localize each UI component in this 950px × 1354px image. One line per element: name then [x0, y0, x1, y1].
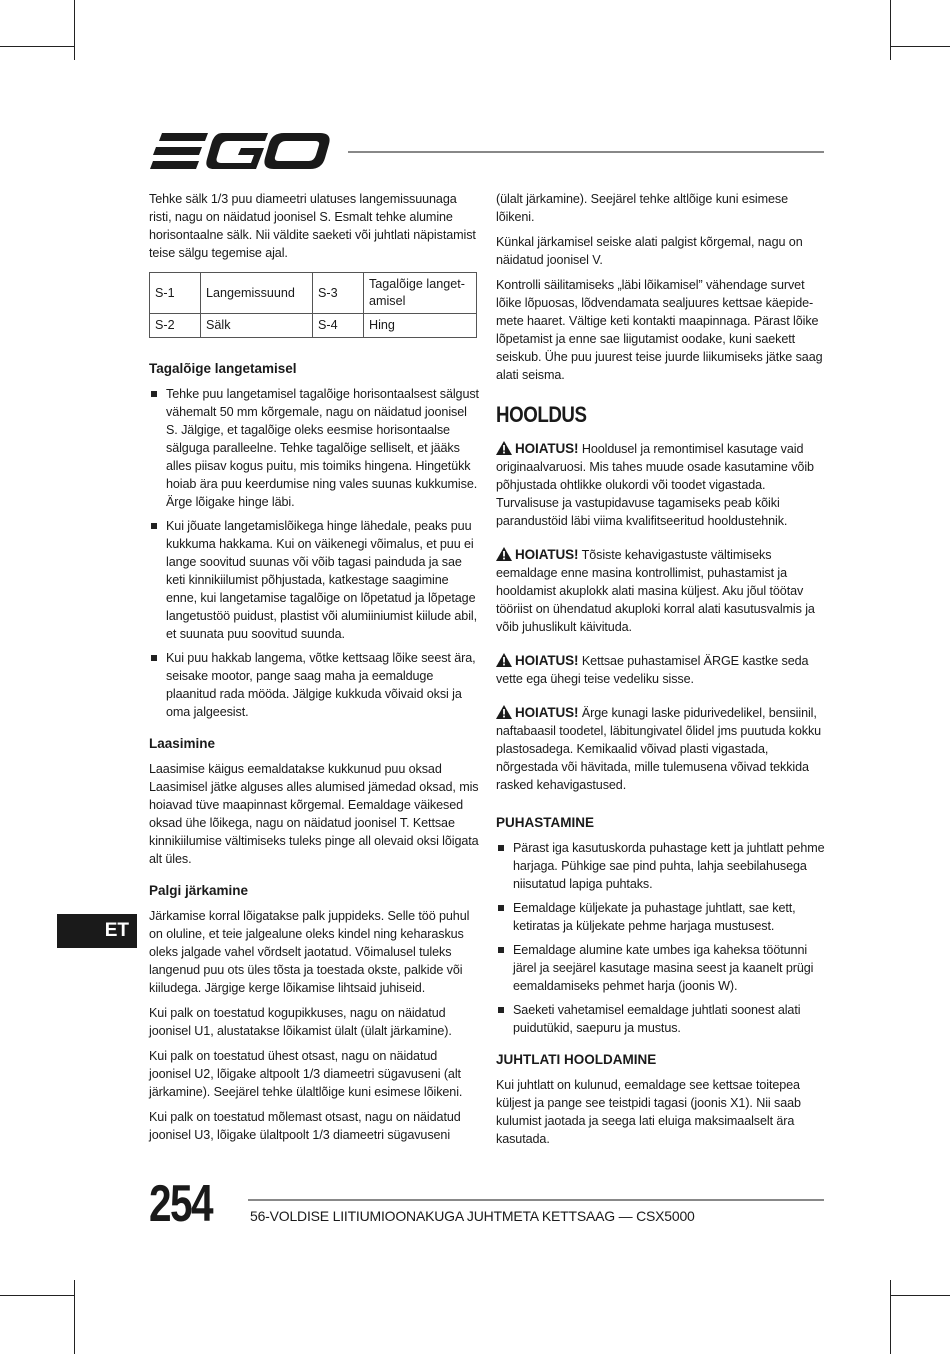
legend-code: S-1: [150, 273, 201, 314]
warning-text: Tõsiste kehavigastuste vältimiseks eemaldage enne masina kontrollimist, puhastamist ja hooldamist akuplokk alati masina küljest. Aku jõul töötav tööriist on ühendatud akuploki korral alati kasutusvalmis ja võib juhuslikult käivituda.: [496, 548, 815, 634]
legend-code: S-2: [150, 314, 201, 338]
crop-mark: [890, 46, 950, 47]
legend-code: S-3: [313, 273, 364, 314]
crop-mark: [0, 1295, 75, 1296]
right-column: [496, 190, 826, 1155]
footer-rule: [248, 1199, 824, 1201]
list-item: Kui puu hakkab langema, võtke kettsaag lõike seest ära, seisake mootor, pange saag maha ja eemalduge plaanitud rada mööda. Jälgige kukkuda võivaid oksi ja oma jalgeesist.: [149, 649, 479, 721]
legend-code: S-4: [313, 314, 364, 338]
warning-text: Ärge kunagi laske pidurivedelikel, bensiinil, naftabaasil toodetel, läbitungivatel õlidel jms puutuda kokku plastosadega. Kemikaalid võivad plasti vigastada, nõrgestada või hävitada, mille tulemusena võivad tekkida rasked kehavigastused.: [496, 706, 822, 792]
section-heading: Laasimine: [149, 736, 216, 751]
list-item: Pärast iga kasutuskorda puhastage kett ja juhtlatt pehme harjaga. Pühkige sae pind puhta, lahja seebilahusega niisutatud lapiga puhtaks.: [496, 839, 826, 893]
warning-label: HOIATUS!: [515, 705, 579, 720]
warning-block: [496, 704, 826, 794]
section-heading: JUHTLATI HOOLDAMINE: [496, 1052, 657, 1067]
warning-triangle-icon: [496, 547, 512, 561]
warning-triangle-icon: [496, 705, 512, 719]
table-row: [150, 273, 477, 314]
section-heading: Palgi järkamine: [149, 883, 249, 898]
main-heading: HOOLDUS: [496, 402, 587, 427]
warning-text: Kettsae puhastamisel ÄRGE kastke seda vette ega ühegi teise vedeliku sisse.: [496, 654, 809, 686]
paragraph: Kontrolli säilitamiseks „läbi lõikamisel” vähendage survet lõike lõpuosas, lõdvendamata sealjuures kettsae käepidemete haaret. Vältige keti kontakti maapinnaga. Pärast lõike lõpetamist ja enne sae liigutamist oodake, kuni saekett seiskub. Ühe puu juurest teise juurde liikumiseks jätke saag alati seisma.: [496, 278, 823, 382]
table-row: [150, 314, 477, 338]
paragraph: (ülalt järkamine). Seejärel tehke altlõige kuni esimese lõikeni.: [496, 192, 788, 224]
header-rule: [348, 151, 824, 153]
crop-mark: [74, 0, 75, 60]
list-item: Kui jõuate langetamislõikega hinge lähedale, peaks puu kukkuma hakkama. Kui on väikenegi võimalus, et puu ei lange soovitud suunas või võib tagasi painduda ja sae keti kinnikiilumist põhjustada, katkestage saagimine enne, kui langetamise tagalõige on lõpetatud ja lõpetage langetustöö puidust, plastist või alumiiniumist kiilude abil, et suunata puu soovitud suunda.: [149, 517, 479, 643]
warning-label: HOIATUS!: [515, 653, 579, 668]
warning-block: [496, 652, 826, 688]
legend-table: [149, 272, 477, 338]
laasimine-paragraph: Laasimise käigus eemaldatakse kukkunud puu oksad Laasimisel jätke alguses alles alumised jämedad oksad, mis hoiavad tüve maapinnast kõrgemal. Eemaldage väikesed oksad ühe lõikega, nagu on näidatud joonisel T. Kettsae kinnikiilumise vältimiseks tuleks pinge all olevaid oksi lõigata alt üles.: [149, 762, 479, 866]
list-item: Tehke puu langetamisel tagalõige horisontaalsest sälgust vähemalt 50 mm kõrgemale, nagu on näidatud joonisel S. Jälgige, et tagalõige oleks eesmise horisontaalse sälguga paralleelne. Tehke tagalõige selliselt, et jääks alles piisav kogus puitu, mis toimiks hingena. Hingetükk hoiab ära puu keerdumise ning vales suunas kukkumise. Ärge lõigake hinge läbi.: [149, 385, 479, 511]
warning-text: Hooldusel ja remontimisel kasutage vaid originaalvaruosi. Mis tahes muude osade kasutamine võib põhjustada ohtlikke olukordi või toodet vigastada. Turvalisuse ja vastupidavuse tagamiseks peab kõiki parandustöid läbi viima kvalifitseeritud hooldustehnik.: [496, 442, 814, 528]
crop-mark: [890, 0, 891, 60]
list-item: Eemaldage alumine kate umbes iga kaheksa töötunni järel ja seejärel kasutage masina seest ja kaanelt prügi eemaldamiseks pehmet harja (joonis W).: [496, 941, 826, 995]
crop-mark: [890, 1295, 950, 1296]
paragraph: Künkal järkamisel seiske alati palgist kõrgemal, nagu on näidatud joonisel V.: [496, 235, 803, 267]
warning-triangle-icon: [496, 441, 512, 455]
warning-label: HOIATUS!: [515, 441, 579, 456]
legend-label: Langemissuund: [201, 273, 313, 314]
legend-label: Tagalõige langetamisel: [364, 273, 477, 314]
list-item: Saeketi vahetamisel eemaldage juhtlati soonest alati puidutükid, saepuru ja mustus.: [496, 1001, 826, 1037]
intro-paragraph: Tehke sälk 1/3 puu diameetri ulatuses langemissuunaga risti, nagu on näidatud joonisel S. Esmalt tehke alumine horisontaalne sälk. Nii väldite saeketi või juhtlati näpistamist teise sälgu tegemise ajal.: [149, 192, 476, 260]
paragraph: Kui palk on toestatud kogupikkuses, nagu on näidatud joonisel U1, alustatakse lõikamist ülalt (ülalt järkamine).: [149, 1006, 452, 1038]
ego-logo: [150, 131, 330, 171]
footer-title: 56-VOLDISE LIITIUMIOONAKUGA JUHTMETA KETTSAAG — CSX5000: [250, 1208, 695, 1224]
warning-block: [496, 546, 826, 636]
paragraph: Kui palk on toestatud mõlemast otsast, nagu on näidatud joonisel U3, lõigake ülaltpoolt 1/3 diameetri sügavuseni: [149, 1110, 461, 1142]
crop-mark: [74, 1280, 75, 1354]
page-number: 254: [149, 1175, 212, 1233]
paragraph: Kui palk on toestatud ühest otsast, nagu on näidatud joonisel U2, lõigake altpoolt 1/3 diameetri sügavuseni (alt järkamine). Seejärel tehke ülaltlõige kuni esimese lõikeni.: [149, 1049, 463, 1099]
warning-block: [496, 440, 826, 530]
left-column: [149, 190, 479, 1151]
list-item: Eemaldage küljekate ja puhastage juhtlatt, sae kett, ketiratas ja küljekate pehme harjaga mustusest.: [496, 899, 826, 935]
warning-triangle-icon: [496, 653, 512, 667]
language-tab: ET: [57, 914, 137, 948]
tagaloige-list: [149, 385, 479, 721]
crop-mark: [0, 46, 75, 47]
paragraph: Järkamise korral lõigatakse palk juppideks. Selle töö puhul on oluline, et teie jalgealune oleks kindel ning keharaskus oleks jalgade vahel võrdselt jaotatud. Võimalusel tuleks langenud puu ots üles tõsta ja toestada okste, palkide või kiiludega. Järgige kerge lõikamise lihtsaid juhiseid.: [149, 909, 470, 995]
puhastamine-list: [496, 839, 826, 1037]
legend-label: Hing: [364, 314, 477, 338]
section-heading: Tagalõige langetamisel: [149, 361, 297, 376]
legend-label: Sälk: [201, 314, 313, 338]
section-heading: PUHASTAMINE: [496, 815, 595, 830]
warning-label: HOIATUS!: [515, 547, 579, 562]
paragraph: Kui juhtlatt on kulunud, eemaldage see kettsae toitepea küljest ja pange see teistpidi tagasi (joonis X1). Nii saab kulumist jaotada ja seega lati eluiga maksimaalselt ära kasutada.: [496, 1078, 801, 1146]
crop-mark: [890, 1280, 891, 1354]
